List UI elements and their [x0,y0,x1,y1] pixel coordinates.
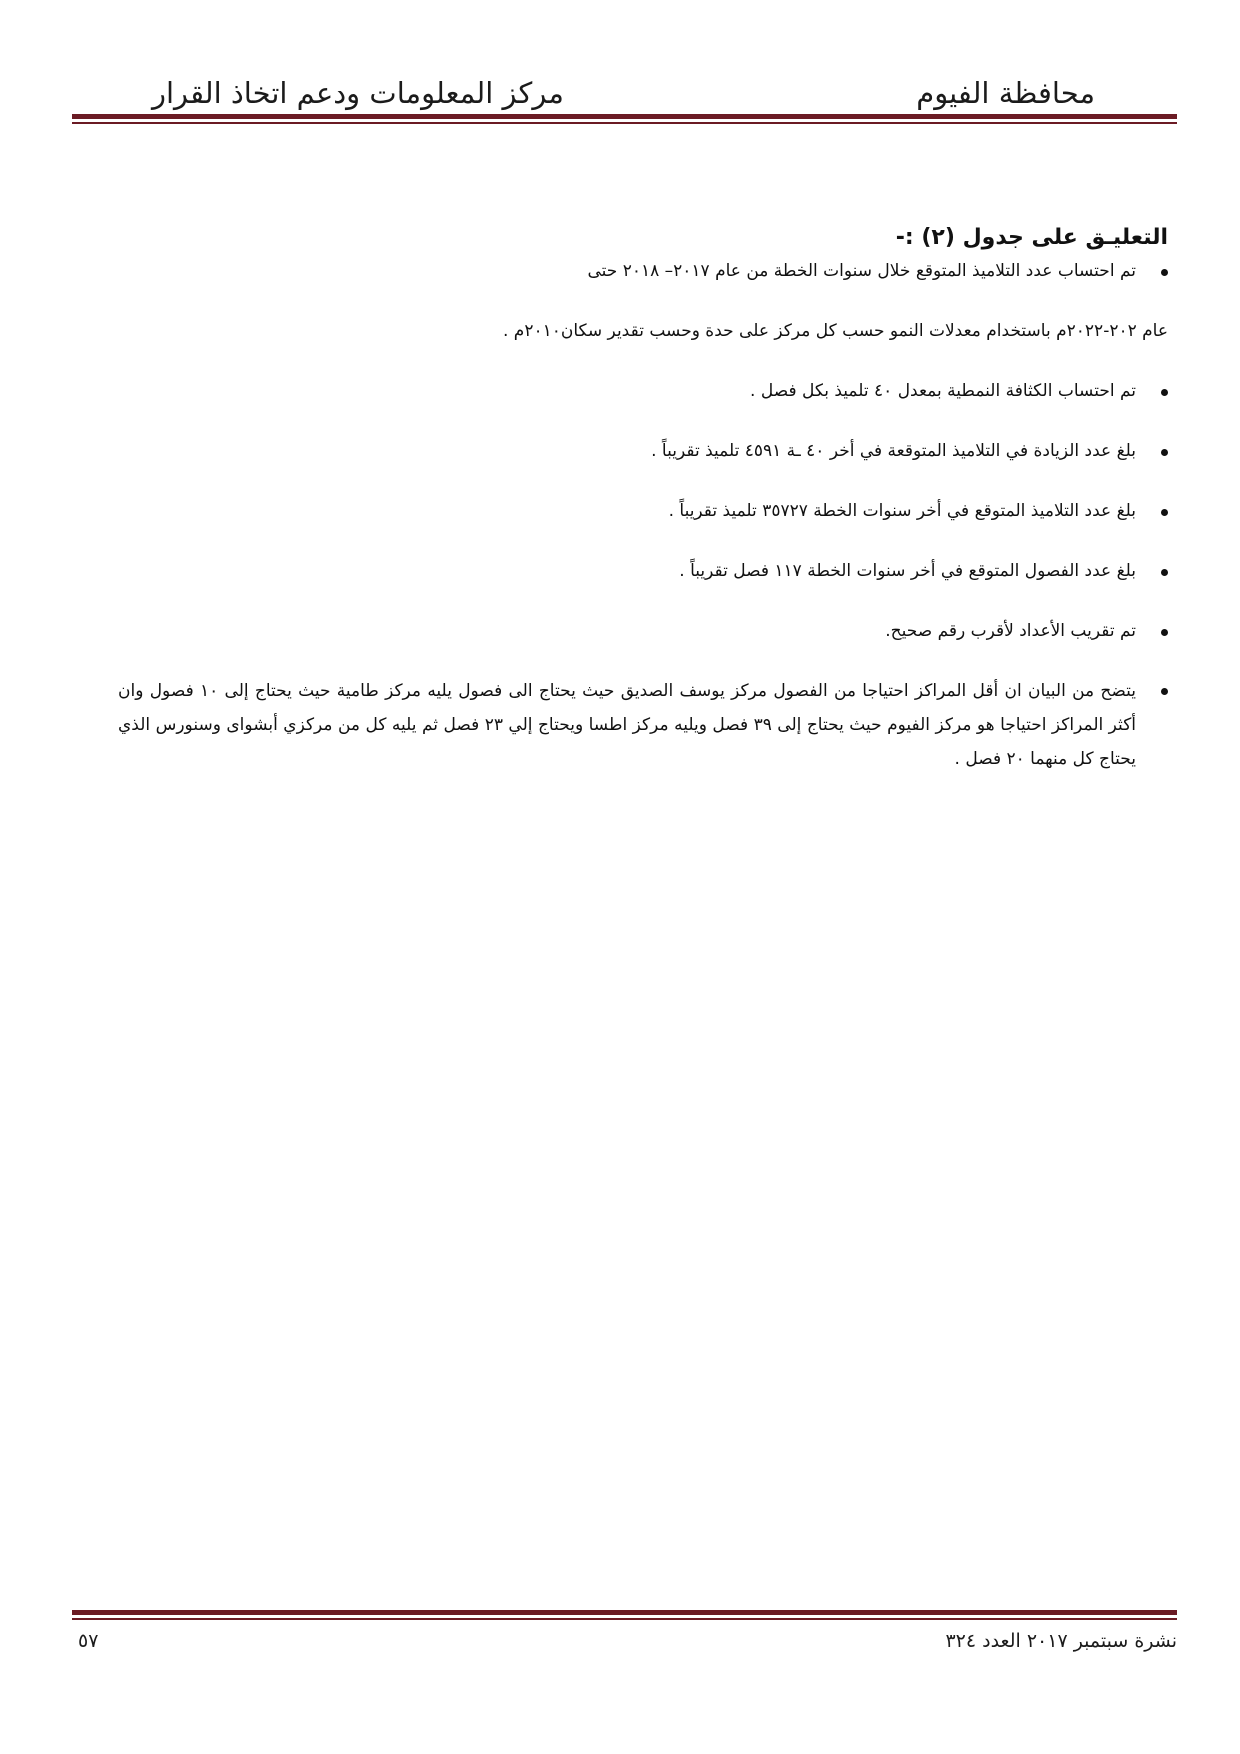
bullet-item: تم تقريب الأعداد لأقرب رقم صحيح. [885,618,1136,645]
header-rule-thin [72,122,1177,124]
header-rule-thick [72,114,1177,119]
footer-issue-label: نشرة سبتمبر ٢٠١٧ العدد ٣٢٤ [945,1630,1177,1652]
bullet-continuation: عام ٢٠٢-٢٠٢٢م باستخدام معدلات النمو حسب كل مركز على حدة وحسب تقدير سكان٢٠١٠م . [502,321,1168,341]
page-footer [72,1610,1177,1670]
bullet-item: بلغ عدد الفصول المتوقع في أخر سنوات الخطة ١١٧ فصل تقريباً . [679,558,1136,585]
bullet-paragraph: يتضح من البيان ان أقل المراكز احتياجا من الفصول مركز يوسف الصديق حيث يحتاج الى فصول يليه مركز طامية حيث يحتاج إلى ١٠ فصول وان أكثر المراكز احتياجا هو مركز الفيوم حيث يحتاج إلى ٣٩ فصل ويليه مركز اطسا ويحتاج إلي ٢٣ فصل ثم يليه كل من مركزي أبشواى وسنورس الذي يحتاج كل منهما ٢٠ فصل . [118,674,1136,776]
footer-rule-thick [72,1610,1177,1615]
bullet-item: بلغ عدد التلاميذ المتوقع في أخر سنوات الخطة ٣٥٧٢٧ تلميذ تقريباً . [669,498,1136,525]
header-governorate-title: محافظة الفيوم [916,76,1095,110]
section-title: التعليـق على جدول (٢) :- [895,225,1168,250]
page-header [72,70,1177,158]
bullet-item: بلغ عدد الزيادة في التلاميذ المتوقعة في أخر ٤٠ ـة ٤٥٩١ تلميذ تقريباً . [651,438,1136,465]
bullet-item: تم احتساب عدد التلاميذ المتوقع خلال سنوات الخطة من عام ٢٠١٧– ٢٠١٨ حتى [588,258,1137,285]
footer-rule-thin [72,1618,1177,1620]
page-number: ٥٧ [78,1630,99,1652]
bullet-item: تم احتساب الكثافة النمطية بمعدل ٤٠ تلميذ بكل فصل . [750,378,1136,405]
header-center-title: مركز المعلومات ودعم اتخاذ القرار [152,76,564,110]
